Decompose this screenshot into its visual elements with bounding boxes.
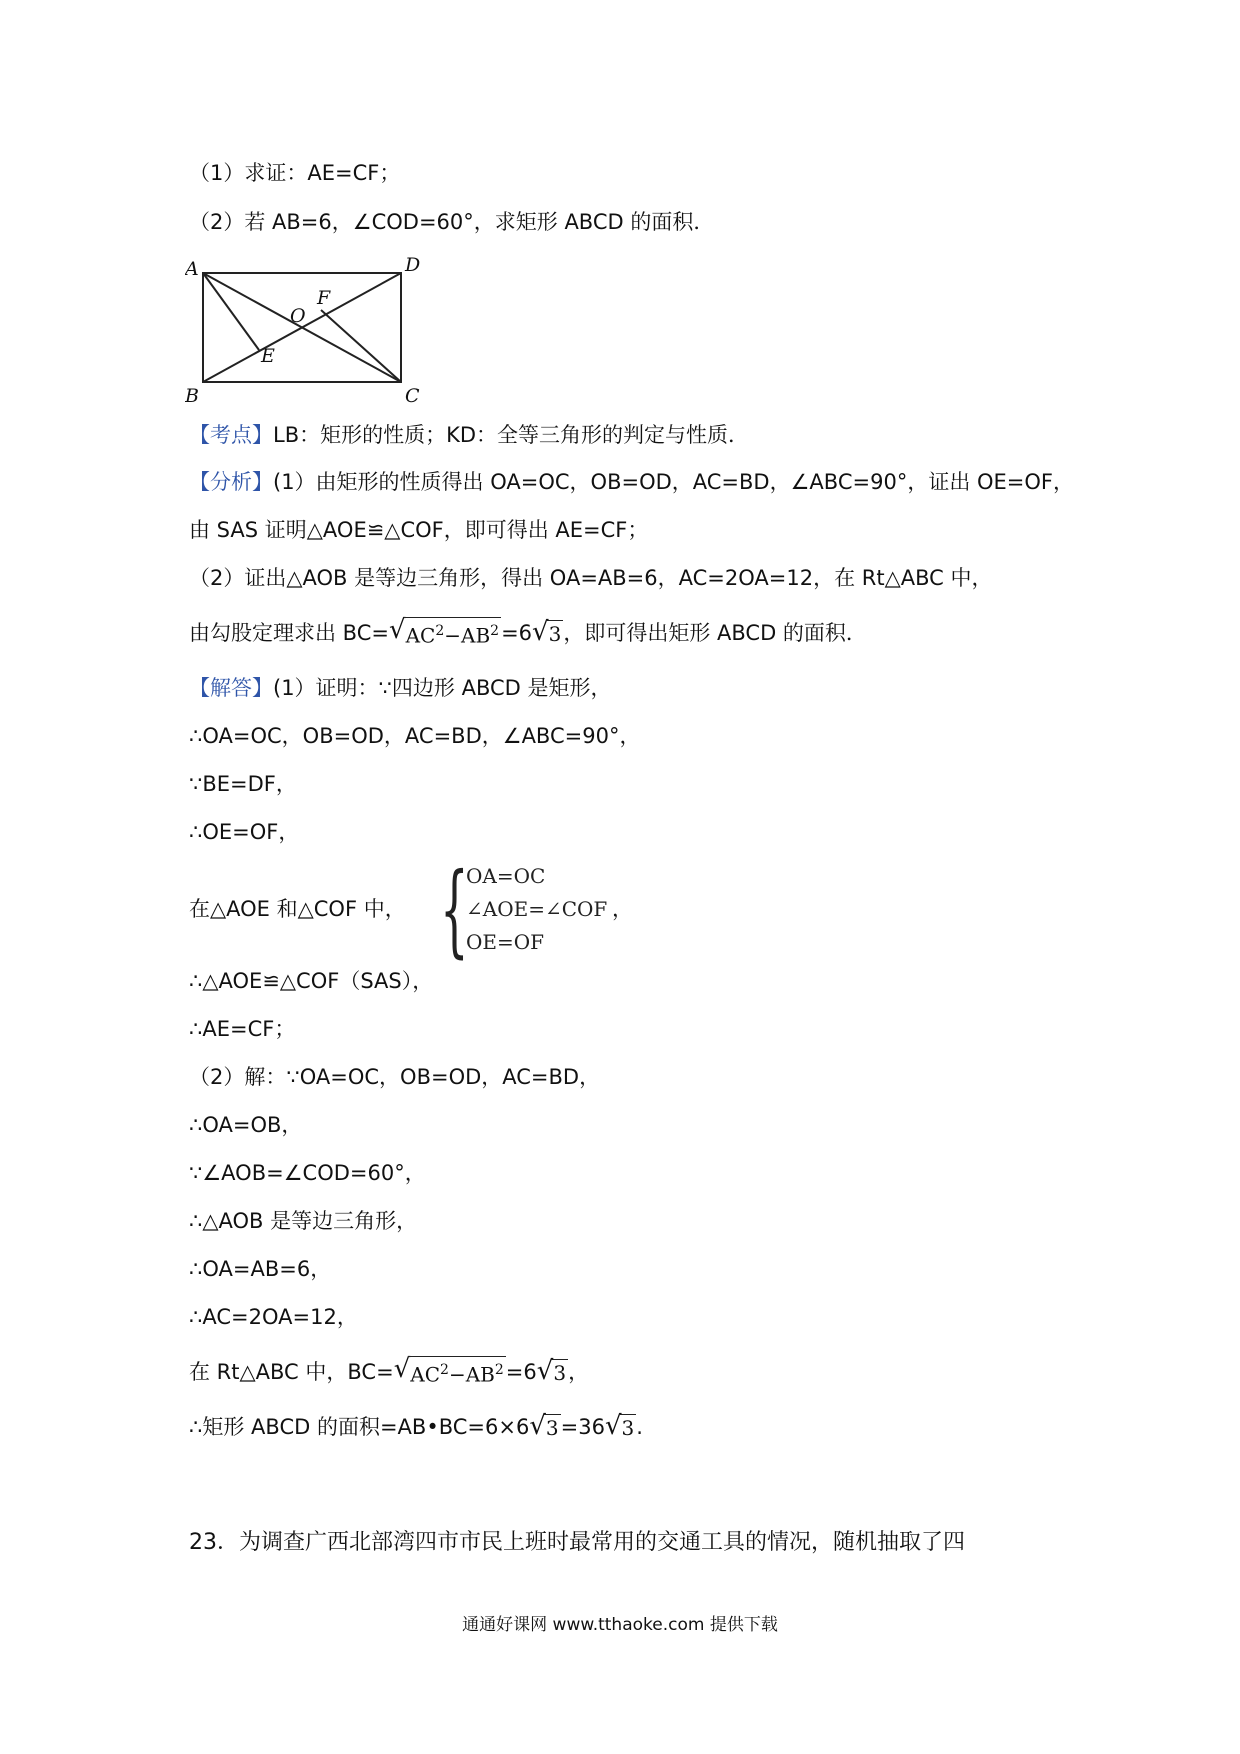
question-part1: （1）求证：AE=CF；: [189, 161, 401, 185]
left-brace: {: [440, 851, 469, 968]
jieda-line1: [189, 673, 612, 703]
kaodian-text: LB：矩形的性质；KD：全等三角形的判定与性质．: [273, 423, 750, 447]
jieda-line2: ∴OA=OC，OB=OD，AC=BD，∠ABC=90°，: [189, 724, 641, 748]
jieda-line5-pre: 在△AOE 和△COF 中，: [189, 897, 406, 921]
jieda-line4: ∴OE=OF，: [189, 820, 300, 844]
jieda-text1: (1）证明：∵四边形 ABCD 是矩形，: [273, 676, 612, 700]
fenxi-line1: [189, 467, 1074, 497]
jieda-line11: ∴△AOB 是等边三角形，: [189, 1209, 418, 1233]
label-b: B: [185, 385, 199, 405]
segment-ae: [203, 273, 259, 350]
jieda-line5: [189, 894, 406, 924]
system-row-3: OE=OF: [466, 930, 545, 954]
fenxi-line4-post: ，即可得出矩形 ABCD 的面积．: [563, 620, 867, 645]
system-row-2: ∠AOE=∠COF: [466, 897, 608, 921]
jieda-line12: ∴OA=AB=6，: [189, 1257, 332, 1281]
jieda-line9: ∴OA=OB，: [189, 1113, 303, 1137]
fenxi-line3: （2）证出△AOB 是等边三角形，得出 OA=AB=6，AC=2OA=12，在 Rt△ABC 中，: [189, 566, 993, 590]
question-part2: （2）若 AB=6，∠COD=60°，求矩形 ABCD 的面积．: [189, 210, 715, 234]
segment-cf: [321, 310, 401, 382]
sqrt-expression: $√AC^2-AB^2$: [388, 615, 500, 648]
kaodian-line: [189, 420, 749, 450]
label-c: C: [405, 385, 420, 405]
system-row-1: OA=OC: [466, 864, 546, 888]
label-d: D: [405, 255, 421, 276]
sqrt-three-3: √3: [529, 1411, 559, 1441]
label-f: F: [317, 287, 331, 309]
rectangle-figure: [185, 255, 425, 405]
sqrt-three-2: √3: [536, 1355, 567, 1386]
jieda-line7: ∴AE=CF；: [189, 1017, 296, 1041]
jieda-line5-post: ，: [612, 897, 633, 921]
jieda-tag: 【解答】: [189, 676, 273, 700]
fenxi-text1: (1）由矩形的性质得出 OA=OC，OB=OD，AC=BD，∠ABC=90°，证出 OE=OF，: [273, 470, 1074, 494]
jieda-line10: ∵∠AOB=∠COD=60°，: [189, 1161, 426, 1185]
jieda-line14: 在 Rt△ABC 中，$BC=√AC^2-AB^2=6√3$，: [189, 1356, 589, 1390]
sqrt-expression-2: $√AC^2-AB^2$: [393, 1354, 504, 1387]
jieda-line15: ∴矩形 ABCD 的面积=AB•BC=6×6√3=36√3.: [189, 1411, 643, 1441]
question-23: 23．为调查广西北部湾四市市民上班时最常用的交通工具的情况，随机抽取了四: [189, 1530, 965, 1555]
fenxi-line2: 由 SAS 证明△AOE≌△COF，即可得出 AE=CF；: [189, 518, 649, 542]
equation-system: [440, 851, 640, 968]
fenxi-line4-pre: 由勾股定理求出 BC=: [189, 620, 389, 645]
jieda-line6: ∴△AOE≌△COF（SAS），: [189, 969, 434, 993]
kaodian-tag: 【考点】: [189, 423, 273, 447]
label-o: O: [290, 305, 306, 327]
sqrt-three: √3: [532, 616, 562, 647]
label-a: A: [185, 258, 199, 280]
jieda-line8: （2）解：∵OA=OC，OB=OD，AC=BD，: [189, 1065, 601, 1089]
jieda-line3: ∵BE=DF，: [189, 772, 297, 796]
sqrt-three-4: √3: [604, 1411, 635, 1441]
label-e: E: [261, 345, 275, 367]
fenxi-line4: 由勾股定理求出 $BC=√AC^2-AB^2=6√3$，即可得出矩形 ABCD 的面积．: [189, 617, 867, 651]
jieda-line13: ∴AC=2OA=12，: [189, 1305, 358, 1329]
fenxi-tag: 【分析】: [189, 470, 273, 494]
page-footer: 通通好课网 www.tthaoke.com 提供下载: [462, 1615, 778, 1635]
